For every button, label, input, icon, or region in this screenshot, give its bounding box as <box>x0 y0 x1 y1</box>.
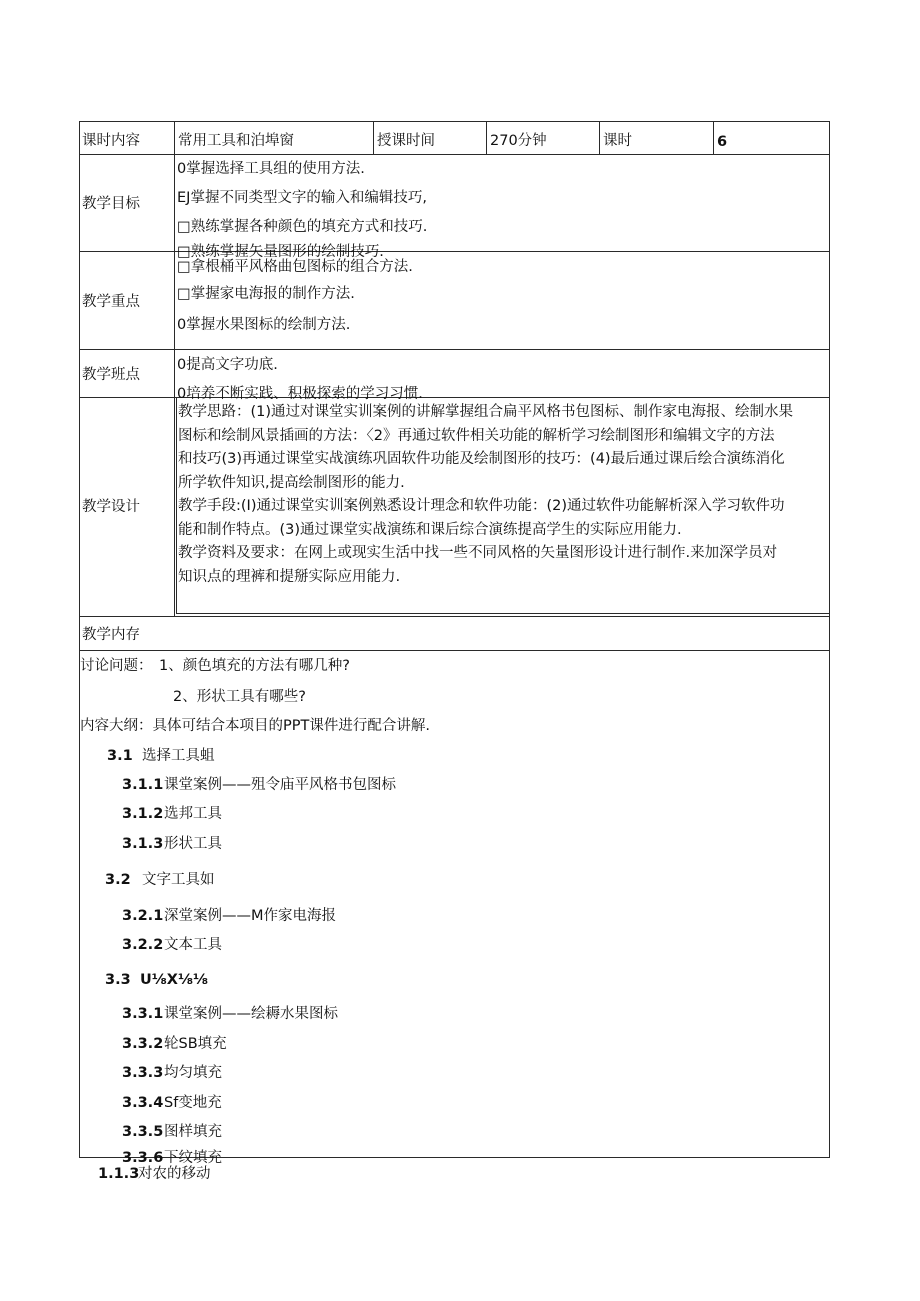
key-point-item: □掌握家电海报的制作方法. <box>177 286 355 302</box>
table-border-top <box>79 121 830 122</box>
section-title: U⅛X⅛⅛ <box>140 972 208 988</box>
footer-title: 对农的移动 <box>138 1166 211 1182</box>
section-number: 3.1 <box>107 748 133 764</box>
hours-label: 课时 <box>603 133 632 149</box>
subsection-number: 3.1.1 <box>122 777 164 793</box>
subsection-title: 课堂案例——殂令庙平风格书包图标 <box>164 777 396 793</box>
time-value: 270分钟 <box>490 133 547 149</box>
difficulty-item: 0培养不断实践、积极探索的学习习惯. <box>177 386 423 402</box>
column-divider <box>599 121 600 154</box>
row-divider <box>176 613 830 614</box>
objective-item: □熟练掌握各种颜色的填充方式和技巧. <box>177 219 428 235</box>
key-points-cell <box>175 252 829 349</box>
design-line: 知识点的理裤和提掰实际应用能力. <box>178 568 401 585</box>
subsection-title: 均匀填充 <box>164 1065 222 1081</box>
discussion-question: 2、形状工具有哪些? <box>173 689 306 705</box>
subsection-title: 深堂案例——M作家电海报 <box>164 908 337 924</box>
design-text <box>178 401 818 589</box>
course-label: 课时内容 <box>82 133 140 149</box>
subsection-number: 3.3.6 <box>122 1150 164 1166</box>
subsection-title: Sf变地充 <box>164 1095 222 1111</box>
section-number: 3.3 <box>105 972 131 988</box>
objectives-cell <box>175 155 829 260</box>
subsection-title: 形状工具 <box>164 836 222 852</box>
design-label: 教学设计 <box>82 499 140 515</box>
time-label: 授课时间 <box>377 133 435 149</box>
footer-number: 1.1.3 <box>98 1166 140 1182</box>
difficulty-item: 0提高文字功底. <box>177 357 278 373</box>
subsection-title: 轮SB填充 <box>164 1036 227 1052</box>
course-value: 常用工具和泊埠窗 <box>178 133 294 149</box>
subsection-number: 3.2.1 <box>122 908 164 924</box>
difficulties-label: 教学班点 <box>82 367 140 383</box>
row-divider <box>79 616 830 617</box>
subsection-number: 3.3.2 <box>122 1036 164 1052</box>
column-divider <box>176 397 177 614</box>
hours-value: 6 <box>717 134 728 150</box>
key-point-item: □拿根桶平风格曲包图标的组合方法. <box>177 259 413 275</box>
subsection-number: 3.3.3 <box>122 1065 164 1081</box>
subsection-title: 文本工具 <box>164 937 222 953</box>
discussion-label: 讨论问题： <box>80 658 153 674</box>
subsection-number: 3.3.5 <box>122 1124 164 1140</box>
subsection-number: 3.3.4 <box>122 1095 164 1111</box>
design-line: 教学手段:(I)通过课堂实训案例熟悉设计理念和软件功能：(2)通过软件功能解析深入学习软件功 <box>178 498 785 514</box>
subsection-number: 3.2.2 <box>122 937 164 953</box>
column-divider <box>373 121 374 154</box>
outline-text: 内容大纲：具体可结合本项目的PPT课件进行配合讲解. <box>80 718 430 734</box>
objective-item: 0掌握选择工具组的使用方法. <box>177 161 365 177</box>
difficulties-cell <box>175 350 829 402</box>
subsection-title: 图样填充 <box>164 1124 222 1140</box>
subsection-number: 3.1.2 <box>122 806 164 822</box>
content-cell <box>80 651 829 1166</box>
column-divider <box>713 121 714 154</box>
section-title: 文字工具如 <box>142 872 215 888</box>
column-divider <box>486 121 487 154</box>
design-line: 教学思路：(1)通过对课堂实训案例的讲解掌握组合扁平风格书包图标、制作家电海报、绘制水果 <box>178 404 794 420</box>
key-point-item: 0掌握水果图标的绘制方法. <box>177 317 351 333</box>
subsection-number: 3.1.3 <box>122 836 164 852</box>
design-line: 教学资料及要求：在网上或现实生活中找一些不同风格的矢量图形设计进行制作.来加深学员对 <box>178 545 778 561</box>
subsection-number: 3.3.1 <box>122 1006 164 1022</box>
key-points-label: 教学重点 <box>82 294 140 310</box>
design-line: 图标和绘制风景插画的方法：〈2》再通过软件相关功能的解析学习绘制图形和编辑文字的方法 <box>178 427 775 444</box>
objectives-label: 教学目标 <box>82 196 140 212</box>
design-line: 和技巧(3)再通过课堂实战演练巩固软件功能及绘制图形的技巧：(4)最后通过课后绘合演练消化 <box>178 451 785 467</box>
subsection-title: 课堂案例——绘耨水果图标 <box>164 1006 338 1022</box>
table-border-right <box>829 121 830 1158</box>
objective-item: □熟练掌握矢量图形的绘制技巧. <box>177 244 384 260</box>
content-label: 教学内存 <box>82 627 140 643</box>
subsection-title: 选邦工具 <box>164 806 222 822</box>
subsection-title: 下纹填充 <box>164 1150 222 1166</box>
section-number: 3.2 <box>105 872 131 888</box>
objective-item: EJ掌握不同类型文字的输入和编辑技巧, <box>177 190 428 206</box>
discussion-question: 1、颜色填充的方法有哪几种? <box>159 658 350 674</box>
section-title: 选择工具蛆 <box>142 748 215 764</box>
design-line: 能和制作特点。(3)通过课堂实战演练和课后综合演练提高学生的实际应用能力. <box>178 521 682 538</box>
design-line: 所学软件知识,提高绘制图形的能力. <box>178 474 405 491</box>
